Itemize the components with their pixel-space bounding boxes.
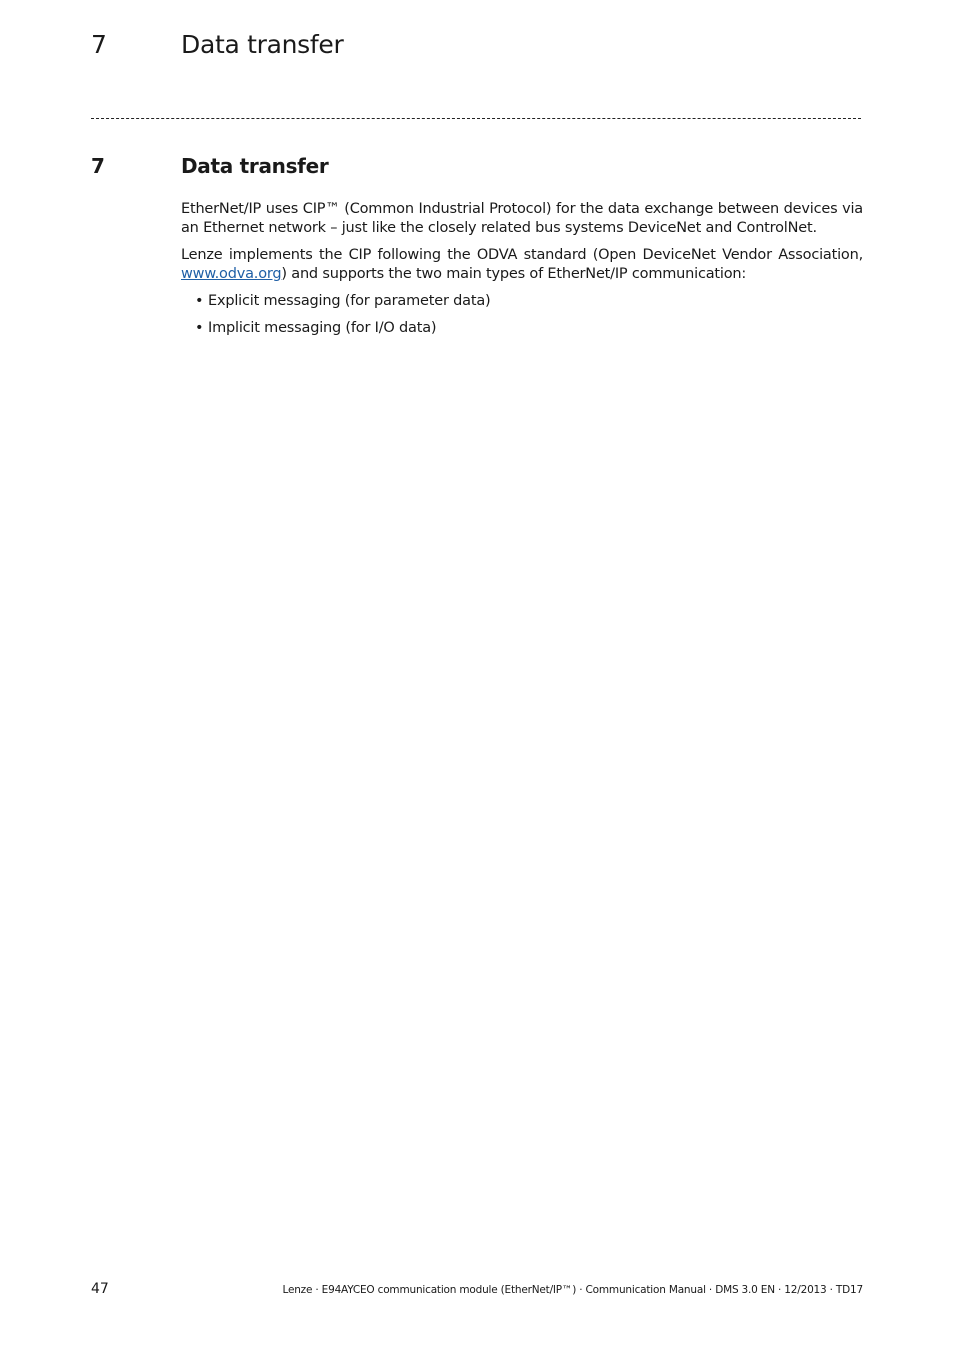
odva-link[interactable]: www.odva.org: [181, 266, 282, 282]
page-number: 47: [91, 1281, 109, 1297]
running-header-chapter-number: 7: [91, 30, 107, 59]
bullet-icon: •: [195, 293, 204, 309]
running-header-chapter-title: Data transfer: [181, 30, 344, 59]
running-header: [91, 28, 871, 64]
list-item: [181, 292, 863, 311]
section-number: 7: [91, 154, 105, 178]
paragraph-intro: EtherNet/IP uses CIP™ (Common Industrial Protocol) for the data exchange between devices via an Ethernet network – just like the closely related bus systems DeviceNet and ControlNet.: [181, 201, 863, 236]
list-item-text: Explicit messaging (for parameter data): [208, 293, 491, 309]
list-item: [181, 319, 863, 338]
section-heading: [91, 152, 871, 182]
footer-document-info: Lenze · E94AYCEO communication module (EtherNet/IP™) · Communication Manual · DMS 3.0 EN · 12/2013 · TD17: [282, 1284, 863, 1296]
paragraph-odva-text-end: ) and supports the two main types of EtherNet/IP communication:: [281, 266, 747, 282]
paragraph-odva: [181, 246, 863, 284]
section-body: [181, 200, 863, 346]
communication-types-list: [181, 292, 863, 338]
paragraph-odva-text-start: Lenze implements the CIP following the ODVA standard (Open DeviceNet Vendor Association,: [181, 247, 863, 263]
bullet-icon: •: [195, 320, 204, 336]
list-item-text: Implicit messaging (for I/O data): [208, 320, 437, 336]
header-divider: [91, 118, 861, 119]
section-title: Data transfer: [181, 154, 329, 178]
